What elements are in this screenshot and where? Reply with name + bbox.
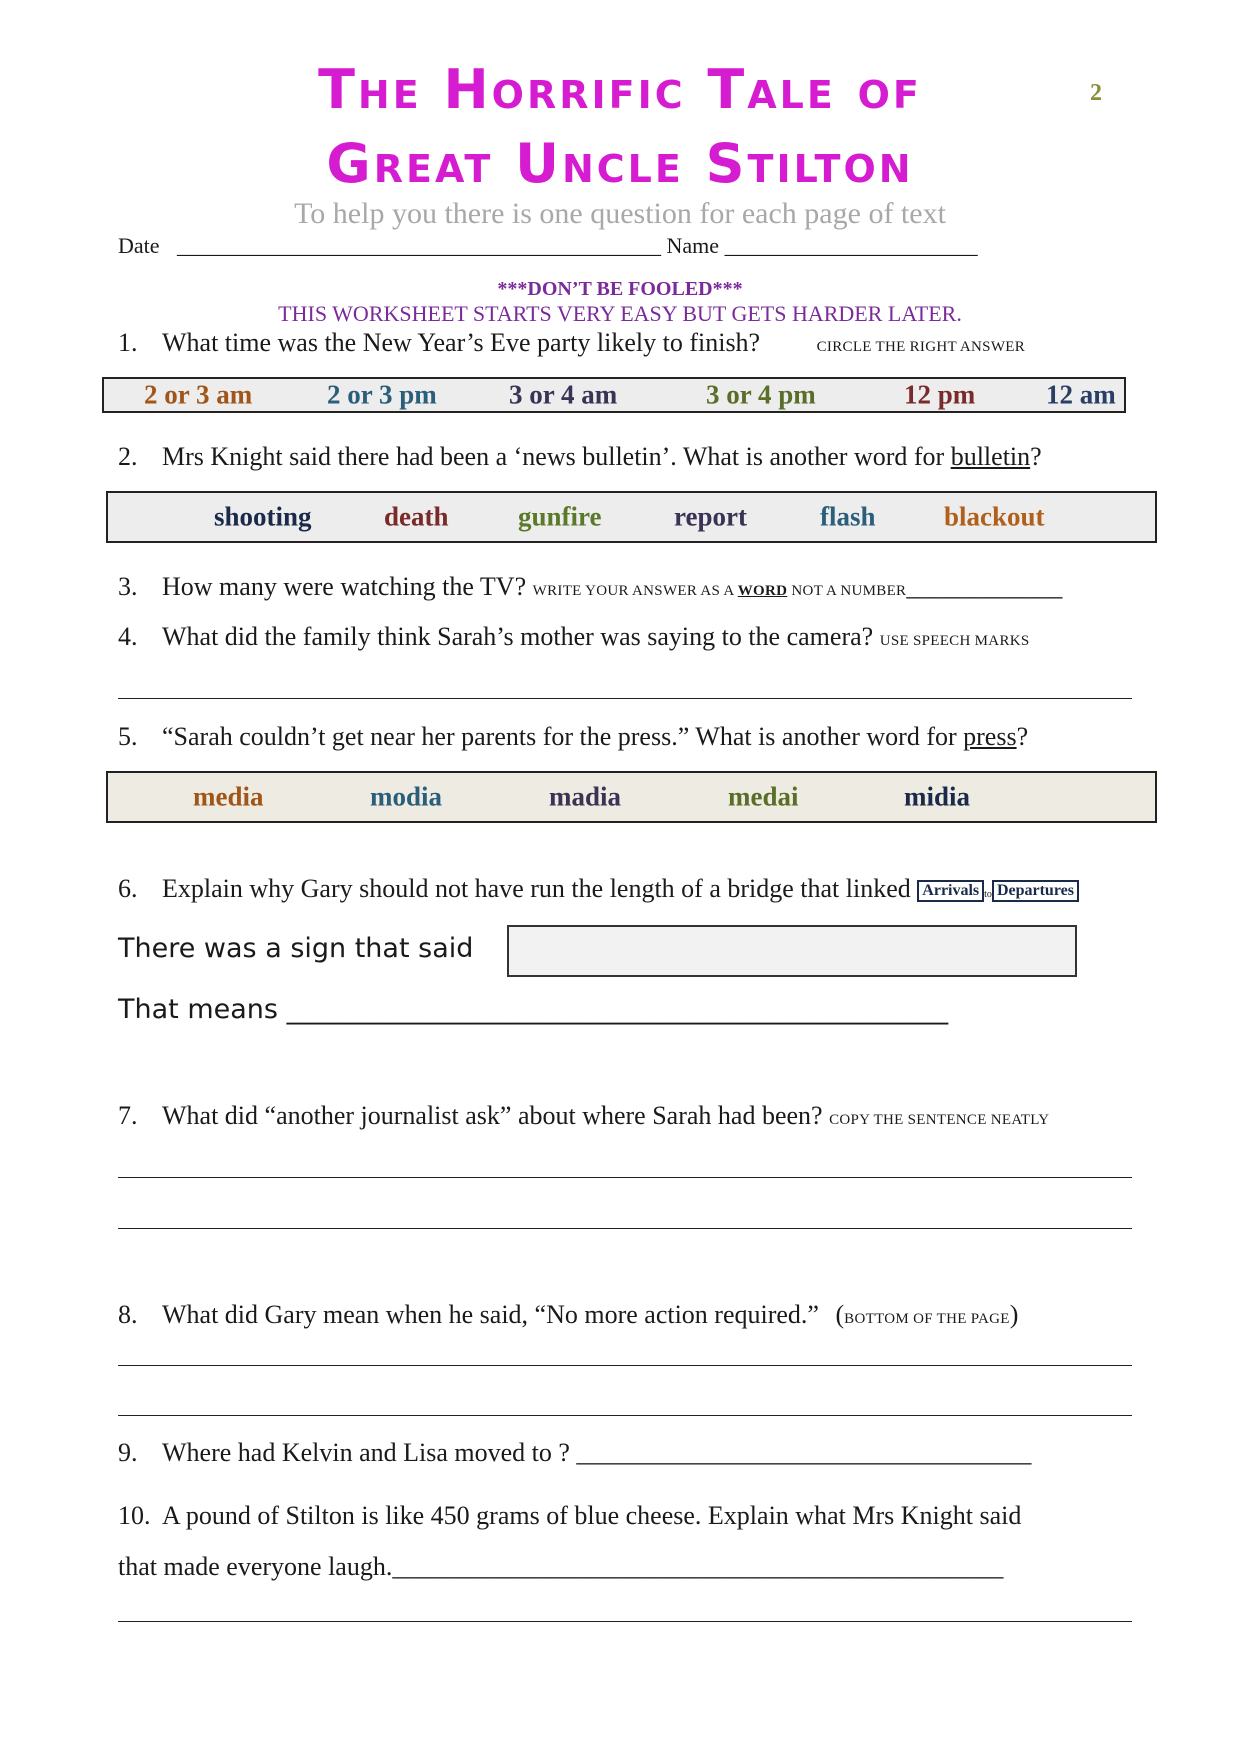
question-text: Mrs Knight said there had been a ‘news bulletin’. What is another word for bbox=[162, 442, 951, 471]
question-instruction: CIRCLE THE RIGHT ANSWER bbox=[816, 339, 1026, 355]
option-3[interactable]: 3 or 4 am bbox=[509, 379, 618, 410]
answer-blank[interactable]: ___________________________________ bbox=[576, 1438, 1032, 1467]
departures-sign: Departures bbox=[992, 880, 1079, 902]
name-field[interactable]: _______________________ bbox=[724, 233, 978, 258]
keyword: bulletin bbox=[950, 442, 1031, 471]
date-field[interactable]: ____________________________________________ bbox=[177, 233, 662, 258]
question-number: 2. bbox=[118, 442, 138, 471]
question-instruction bbox=[533, 583, 907, 599]
answer-options-2 bbox=[106, 491, 1157, 543]
question-number: 8. bbox=[118, 1300, 138, 1329]
question-end: ? bbox=[1030, 442, 1042, 471]
worksheet-title-line-2: Great Uncle Stilton bbox=[326, 132, 914, 195]
question-end: ? bbox=[1016, 722, 1029, 751]
question-text: A pound of Stilton is like 450 grams of blue cheese. Explain what Mrs Knight said bbox=[162, 1501, 1022, 1530]
question-text: What did “another journalist ask” about where Sarah had been? bbox=[162, 1101, 823, 1130]
question-number: 4. bbox=[118, 622, 138, 651]
answer-line[interactable] bbox=[118, 1365, 1132, 1366]
question-number: 9. bbox=[118, 1438, 138, 1467]
answer-line[interactable] bbox=[118, 1228, 1132, 1229]
question-10 bbox=[118, 1501, 1021, 1531]
worksheet-title-line-1: The Horrific Tale of bbox=[318, 58, 922, 121]
instruction-text: BOTTOM OF THE PAGE bbox=[844, 1311, 1010, 1327]
question-instruction bbox=[835, 1300, 1018, 1329]
option-4[interactable]: 3 or 4 pm bbox=[706, 379, 816, 410]
question-text: “Sarah couldn’t get near her parents for the press.” What is another word for bbox=[162, 722, 964, 751]
page-number: 2 bbox=[1090, 80, 1102, 106]
question-text: that made everyone laugh. bbox=[118, 1552, 393, 1581]
question-number: 10. bbox=[118, 1501, 151, 1530]
question-number: 5. bbox=[118, 722, 138, 751]
option-5[interactable]: flash bbox=[820, 501, 876, 532]
question-number: 7. bbox=[118, 1101, 138, 1130]
name-label: Name bbox=[666, 233, 720, 258]
option-1[interactable]: media bbox=[193, 781, 264, 812]
question-text: Explain why Gary should not have run the length of a bridge that linked bbox=[162, 874, 911, 903]
option-3[interactable]: madia bbox=[549, 781, 622, 812]
answer-blank[interactable]: _______________________________________________ bbox=[392, 1552, 1004, 1581]
means-line bbox=[118, 994, 948, 1025]
paren: ) bbox=[1009, 1300, 1019, 1329]
date-name-line bbox=[118, 233, 978, 259]
warning-heading: ***DON’T BE FOOLED*** bbox=[497, 278, 743, 300]
question-10-continued bbox=[118, 1552, 1003, 1582]
means-label: That means bbox=[118, 994, 278, 1025]
option-2[interactable]: death bbox=[384, 501, 449, 532]
question-number: 1. bbox=[118, 328, 138, 357]
subtitle: To help you there is one question for each page of text bbox=[294, 197, 946, 230]
option-6[interactable]: 12 am bbox=[1046, 379, 1116, 410]
instruction-part: WRITE YOUR ANSWER AS A bbox=[532, 583, 738, 599]
answer-options-1 bbox=[102, 377, 1126, 413]
option-5[interactable]: midia bbox=[904, 781, 971, 812]
question-9 bbox=[118, 1438, 1031, 1468]
question-5 bbox=[118, 722, 1028, 752]
answer-line[interactable] bbox=[118, 1415, 1132, 1416]
answer-line[interactable] bbox=[118, 1621, 1132, 1622]
means-blank[interactable]: _________________________________________________ bbox=[286, 994, 949, 1025]
question-number: 3. bbox=[118, 572, 138, 601]
question-1 bbox=[118, 328, 1025, 358]
answer-line[interactable] bbox=[118, 698, 1132, 699]
option-2[interactable]: 2 or 3 pm bbox=[327, 379, 437, 410]
question-8 bbox=[118, 1300, 1018, 1330]
option-4[interactable]: medai bbox=[728, 781, 799, 812]
question-6 bbox=[118, 874, 1079, 904]
question-text: Where had Kelvin and Lisa moved to ? bbox=[162, 1438, 570, 1467]
paren: ( bbox=[835, 1300, 845, 1329]
sign-answer-box[interactable] bbox=[507, 925, 1077, 977]
option-4[interactable]: report bbox=[674, 501, 747, 532]
instruction-keyword: WORD bbox=[737, 583, 788, 599]
date-label: Date bbox=[118, 233, 160, 258]
question-4 bbox=[118, 622, 1030, 652]
answer-blank[interactable]: ____________ bbox=[906, 572, 1063, 601]
arrivals-sign: Arrivals bbox=[917, 880, 984, 902]
question-text: What did Gary mean when he said, “No more action required.” bbox=[162, 1300, 819, 1329]
question-number: 6. bbox=[118, 874, 138, 903]
question-text: How many were watching the TV? bbox=[162, 572, 527, 601]
question-text: What time was the New Year’s Eve party likely to finish? bbox=[162, 328, 761, 357]
sign-joiner: to bbox=[984, 889, 992, 900]
option-6[interactable]: blackout bbox=[944, 501, 1045, 532]
option-1[interactable]: 2 or 3 am bbox=[144, 379, 253, 410]
question-7 bbox=[118, 1101, 1049, 1131]
question-instruction: COPY THE SENTENCE NEATLY bbox=[829, 1112, 1050, 1128]
option-2[interactable]: modia bbox=[370, 781, 443, 812]
instruction-part: NOT A NUMBER bbox=[787, 583, 907, 599]
question-instruction: USE SPEECH MARKS bbox=[879, 633, 1030, 649]
keyword: press bbox=[963, 722, 1017, 751]
option-5[interactable]: 12 pm bbox=[904, 379, 976, 410]
question-text: What did the family think Sarah’s mother was saying to the camera? bbox=[162, 622, 874, 651]
question-2 bbox=[118, 442, 1042, 472]
answer-line[interactable] bbox=[118, 1177, 1132, 1178]
option-1[interactable]: shooting bbox=[214, 501, 312, 532]
warning-text: THIS WORKSHEET STARTS VERY EASY BUT GETS HARDER LATER. bbox=[278, 301, 962, 326]
option-3[interactable]: gunfire bbox=[518, 501, 602, 532]
answer-options-5 bbox=[106, 771, 1157, 823]
sign-label: There was a sign that said bbox=[118, 933, 474, 964]
question-3 bbox=[118, 572, 1062, 602]
